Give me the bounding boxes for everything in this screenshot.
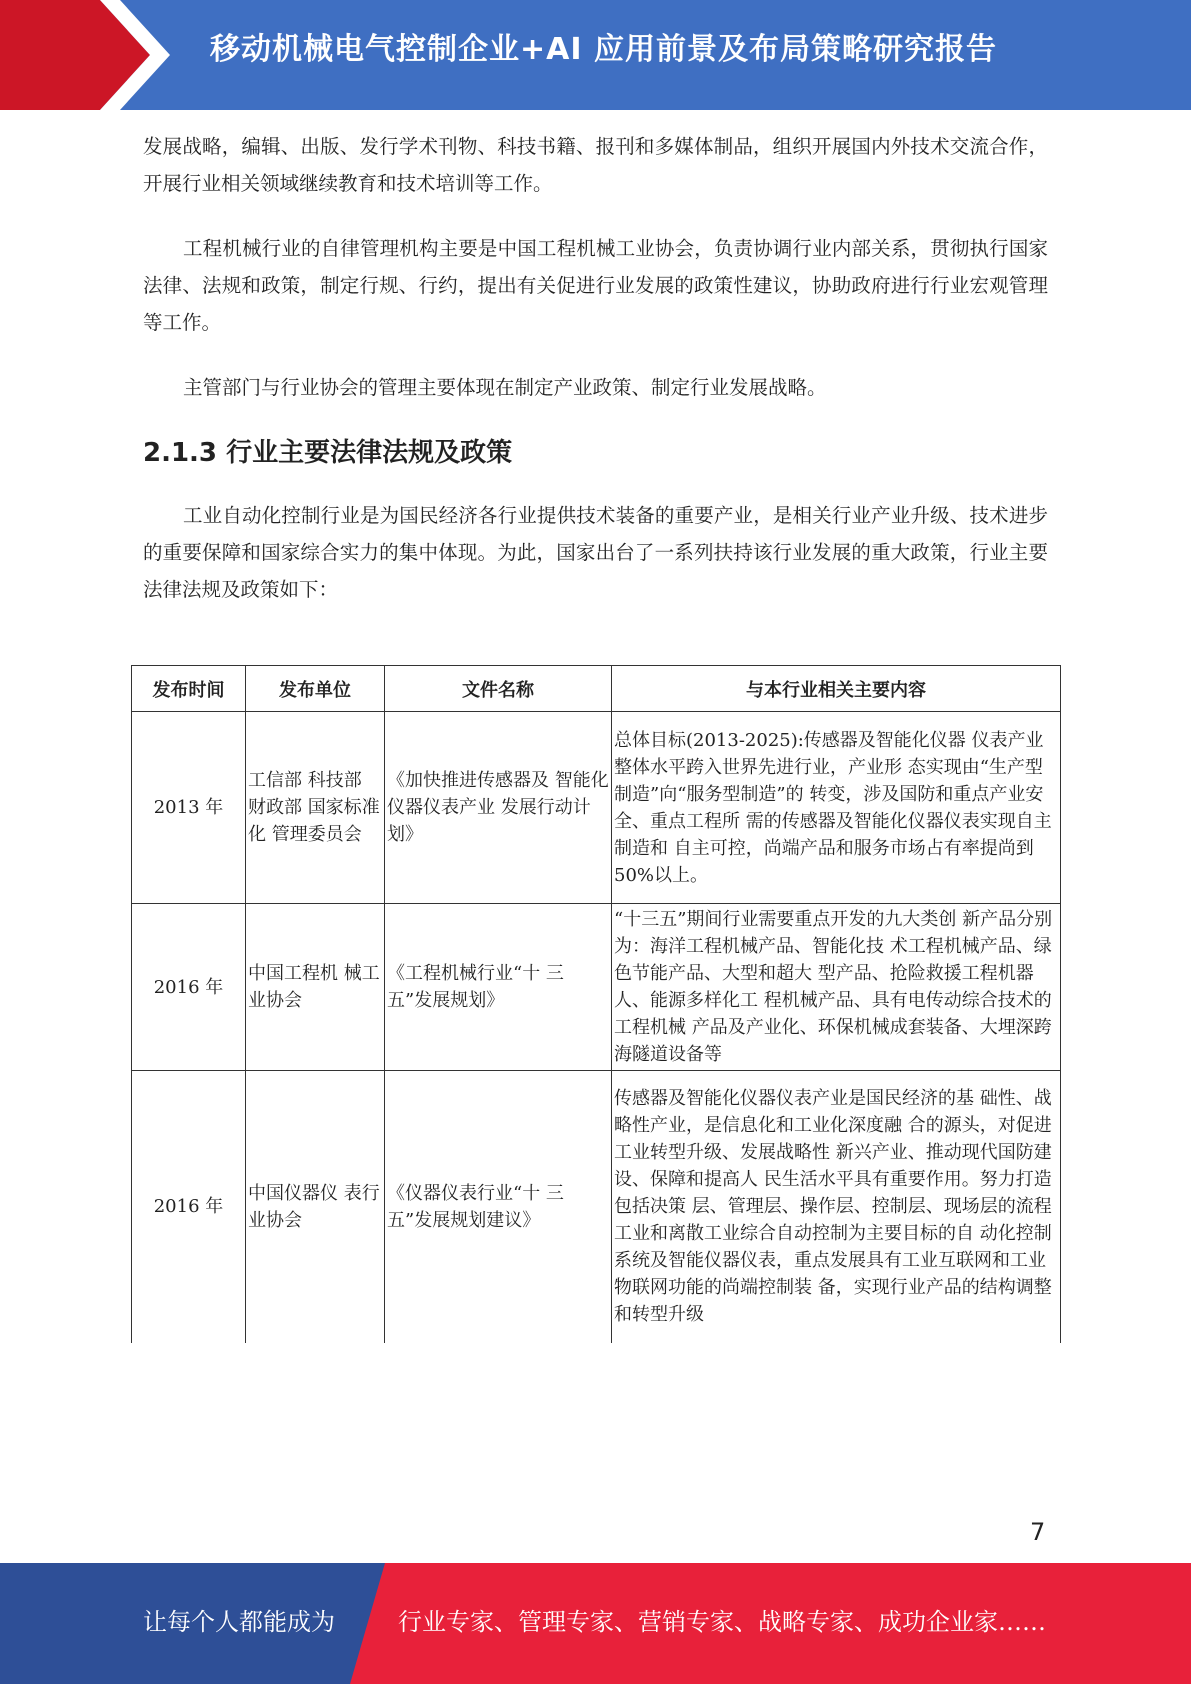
cell-doc: 《仪器仪表行业“十 三五”发展规划建议》 — [385, 1071, 612, 1343]
cell-content: 传感器及智能化仪器仪表产业是国民经济的基 础性、战略性产业，是信息化和工业化深度融 合的源头，对促进工业转型升级、发展战略性 新兴产业、推动现代国防建设、保障和提高人 民生活水平具有重要作用。努力打造包括决策 层、管理层、操作层、控制层、现场层的流程 工业和离散工业综合自动控制为主要目标的自 动化控制系统及智能仪器仪表，重点发展具有工业互联网和工业物联网功能的尚端控制装 备，实现行业产品的结构调整和转型升级 — [612, 1071, 1061, 1343]
paragraph: 主管部门与行业协会的管理主要体现在制定产业政策、制定行业发展战略。 — [183, 376, 827, 399]
header-title: 移动机械电气控制企业+AI 应用前景及布局策略研究报告 — [210, 32, 997, 67]
column-header: 文件名称 — [385, 666, 612, 712]
cell-doc: 《工程机械行业“十 三五”发展规划》 — [385, 904, 612, 1071]
cell-doc: 《加快推进传感器及 智能化仪器仪表产业 发展行动计划》 — [385, 712, 612, 904]
paragraph: 发展战略，编辑、出版、发行学术刊物、科技书籍、报刊和多媒体制品，组织开展国内外技术交流合作，开展行业相关领域继续教育和技术培训等工作。 — [143, 135, 1048, 195]
cell-year: 2013 年 — [132, 712, 246, 904]
cell-unit: 中国仪器仪 表行业协会 — [246, 1071, 385, 1343]
page-number: 7 — [1030, 1518, 1046, 1546]
table-row — [132, 904, 1061, 1071]
main-content — [143, 128, 1048, 608]
table-row — [132, 1071, 1061, 1343]
page-header — [0, 0, 1191, 110]
policy-table — [131, 665, 1061, 1343]
cell-year: 2016 年 — [132, 904, 246, 1071]
cell-unit: 工信部 科技部 财政部 国家标准化 管理委员会 — [246, 712, 385, 904]
cell-content: “十三五”期间行业需要重点开发的九大类创 新产品分别为：海洋工程机械产品、智能化技 术工程机械产品、绿色节能产品、大型和超大 型产品、抢险救援工程机器人、能源多样化工 程机械产品、具有电传动综合技术的工程机械 产品及产业化、环保机械成套装备、大埋深跨海隧道设备等 — [612, 904, 1061, 1071]
column-header: 发布时间 — [132, 666, 246, 712]
paragraph: 工程机械行业的自律管理机构主要是中国工程机械工业协会，负责协调行业内部关系，贯彻执行国家法律、法规和政策，制定行规、行约，提出有关促进行业发展的政策性建议，协助政府进行行业宏观管理等工作。 — [143, 237, 1048, 334]
table-header-row — [132, 666, 1061, 712]
cell-year: 2016 年 — [132, 1071, 246, 1343]
section-heading: 2.1.3 行业主要法律法规及政策 — [143, 438, 513, 468]
table-row — [132, 712, 1061, 904]
page-footer — [0, 1563, 1191, 1684]
column-header: 与本行业相关主要内容 — [612, 666, 1061, 712]
footer-slogan-right: 行业专家、管理专家、营销专家、战略专家、成功企业家…… — [398, 1608, 1046, 1636]
section-intro: 工业自动化控制行业是为国民经济各行业提供技术装备的重要产业，是相关行业产业升级、技术进步的重要保障和国家综合实力的集中体现。为此，国家出台了一系列扶持该行业发展的重大政策，行业主要法律法规及政策如下： — [143, 504, 1048, 601]
column-header: 发布单位 — [246, 666, 385, 712]
cell-content: 总体目标(2013-2025):传感器及智能化仪器 仪表产业整体水平跨入世界先进行业，产业形 态实现由“生产型制造”向“服务型制造”的 转变，涉及国防和重点产业安全、重点工程所 需的传感器及智能化仪器仪表实现自主制造和 自主可控，尚端产品和服务市场占有率提尚到 50%以上。 — [612, 712, 1061, 904]
footer-slogan-left: 让每个人都能成为 — [143, 1608, 335, 1636]
cell-unit: 中国工程机 械工业协会 — [246, 904, 385, 1071]
